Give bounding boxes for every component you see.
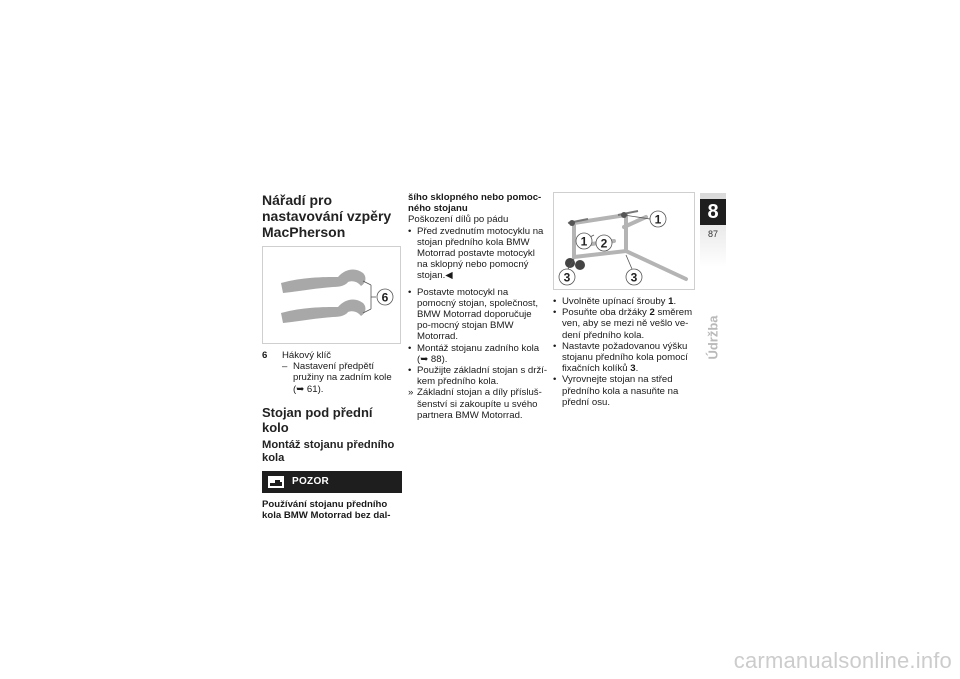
result-marker: »	[408, 387, 414, 399]
callout-3b: 3	[630, 270, 638, 285]
callout-3: 3	[563, 270, 571, 285]
step-text: Uvolněte upínací šrouby 1.	[562, 296, 677, 307]
bullet-marker: •	[408, 225, 412, 237]
chapter-name-vertical	[703, 305, 723, 369]
list-item	[553, 307, 693, 341]
front-wheel-stand-illustration	[554, 193, 694, 289]
step-text: Použijte základní stojan s drží-kem předního kola.	[417, 365, 548, 388]
result-item	[408, 387, 548, 421]
warning-title: Používání stojanu předního kola BMW Motorrad bez dal-	[262, 498, 391, 522]
list-item	[408, 365, 548, 387]
section-heading: Stojan pod přední kolo	[262, 404, 373, 435]
column-3	[553, 192, 693, 408]
list-item	[553, 296, 693, 307]
subsection-heading: Montáž stojanu předního kola	[262, 438, 395, 464]
bullet-marker: •	[553, 307, 557, 319]
legend-item-label: Hákový klíč	[282, 350, 332, 361]
legend-description	[282, 350, 402, 395]
step-text: Postavte motocykl na pomocný stojan, společnost, BMW Motorrad doporučuje po-mocný stojan BMW Motorrad.	[417, 286, 539, 343]
watermark-text: carmanualsonline.info	[733, 648, 952, 673]
warning-label: POZOR	[292, 476, 330, 488]
hook-spanner-illustration	[263, 247, 400, 343]
bullet-marker: •	[408, 365, 412, 377]
legend-number: 6	[262, 350, 268, 361]
bullet-marker: •	[553, 374, 557, 386]
callout-1b: 1	[580, 234, 588, 249]
chapter-name: Údržba	[705, 314, 721, 360]
column-1	[262, 192, 402, 521]
bullet-marker: •	[408, 342, 412, 354]
list-item	[408, 287, 548, 343]
warning-risk: Poškození dílů po pádu	[408, 214, 509, 226]
list-item	[553, 341, 693, 375]
step-text: Montáž stojanu zadního kola (➥ 88).	[417, 342, 540, 365]
chapter-number: 8	[700, 199, 726, 225]
figure-legend	[262, 350, 402, 395]
page-title: Nářadí pro nastavování vzpěry MacPherson	[262, 192, 392, 240]
warning-bar	[262, 471, 402, 493]
legend-sub-item	[282, 361, 402, 395]
step-text: Posuňte oba držáky 2 směrem ven, aby se mezi ně vešlo ve-dení předního kola.	[562, 307, 693, 341]
bullet-marker: •	[553, 296, 557, 307]
front-stand-figure	[553, 192, 695, 290]
bullet-marker: •	[553, 340, 557, 352]
step-text: Vyrovnejte stojan na střed předního kola a nasuňte na přední osu.	[562, 374, 679, 408]
callout-2: 2	[600, 236, 608, 251]
callout-1: 1	[654, 212, 662, 227]
warning-title-continued: šího sklopného nebo pomoc-ného stojanu	[408, 192, 542, 215]
list-item	[408, 226, 548, 282]
dash-marker: –	[282, 361, 288, 373]
step-text: Nastavte požadovanou výšku stojanu předního kola pomocí fixačních kolíků 3.	[562, 340, 688, 375]
spanner-figure	[262, 246, 401, 344]
bullet-marker: •	[408, 286, 412, 298]
list-item	[408, 343, 548, 365]
warning-measure-text: Před zvednutím motocyklu na stojan předního kola BMW Motorrad postavte motocykl na sklopný nebo pomocný stojan.◀	[417, 225, 544, 282]
warning-hand-icon	[268, 476, 284, 488]
chapter-tab	[700, 193, 726, 267]
result-text: Základní stojan a díly přísluš-šenství si zakoupíte u svého partnera BMW Motorrad.	[417, 387, 542, 421]
list-item	[553, 374, 693, 408]
page-number: 87	[707, 229, 718, 239]
callout-6: 6	[381, 290, 389, 305]
legend-sub-text: Nastavení předpětí pružiny na zadním kole (➥ 61).	[293, 361, 392, 395]
column-2	[408, 192, 548, 421]
watermark	[0, 648, 960, 674]
